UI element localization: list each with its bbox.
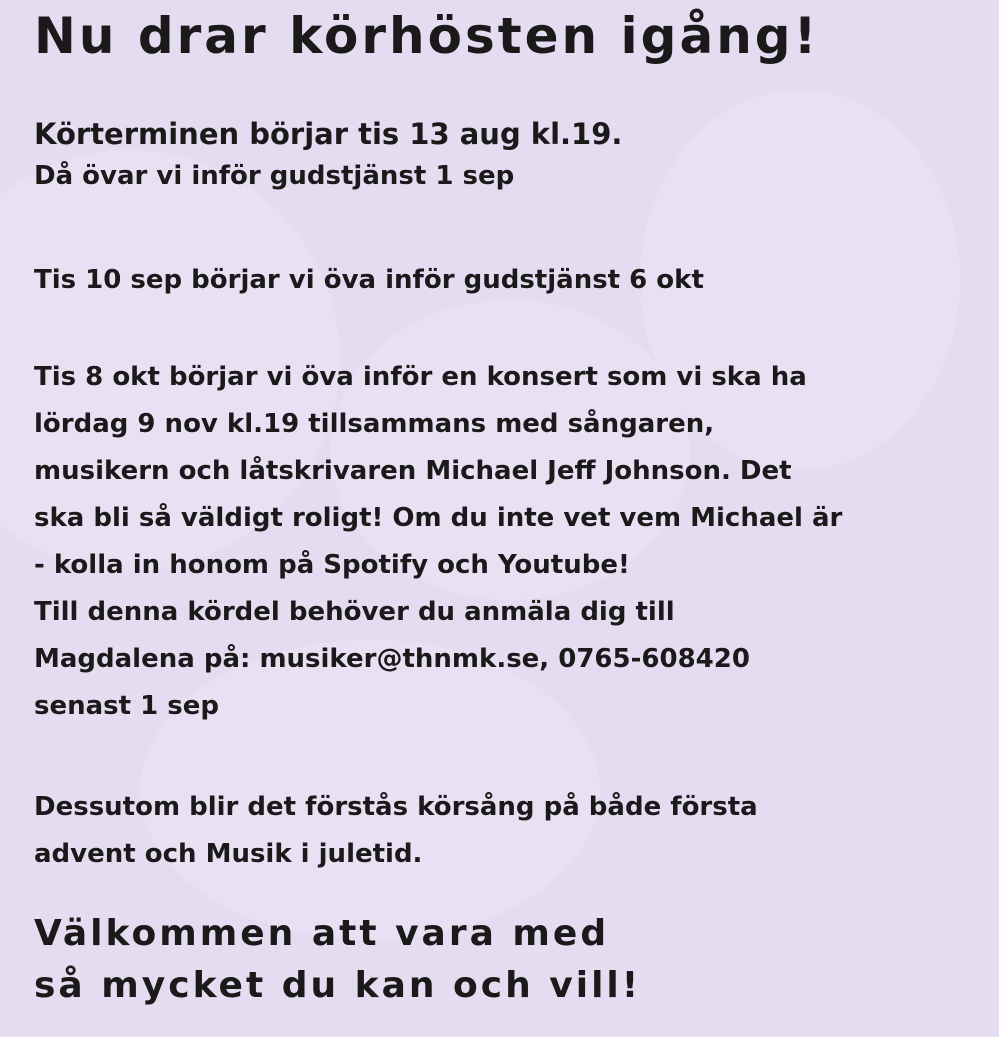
concert-line: ska bli så väldigt roligt! Om du inte vet vem Michael är: [34, 503, 843, 533]
intro-paragraph: [34, 111, 622, 194]
advent-line: Dessutom blir det förstås körsång på både första: [34, 792, 758, 822]
september-line: Tis 10 sep börjar vi öva inför gudstjänst 6 okt: [34, 265, 704, 295]
closing-line: Välkommen att vara med: [34, 913, 610, 954]
concert-line: lördag 9 nov kl.19 tillsammans med sångaren,: [34, 409, 715, 439]
intro-line: Då övar vi inför gudstjänst 1 sep: [34, 161, 515, 191]
page-title: Nu drar körhösten igång!: [34, 7, 820, 65]
contact-line: Magdalena på: musiker@thnmk.se, 0765-608420: [34, 644, 750, 674]
intro-line: Körterminen börjar tis 13 aug kl.19.: [34, 117, 623, 151]
concert-line: senast 1 sep: [34, 691, 219, 721]
concert-line: musikern och låtskrivaren Michael Jeff Johnson. Det: [34, 456, 792, 486]
concert-line: Till denna kördel behöver du anmäla dig till: [34, 597, 675, 627]
advent-line: advent och Musik i juletid.: [34, 839, 423, 869]
concert-line: Tis 8 okt börjar vi öva inför en konsert som vi ska ha: [34, 362, 807, 392]
closing-line: så mycket du kan och vill!: [34, 965, 642, 1006]
advent-paragraph: [34, 784, 758, 878]
concert-paragraph: [34, 354, 842, 730]
september-paragraph: [34, 257, 704, 304]
concert-line: - kolla in honom på Spotify och Youtube!: [34, 550, 630, 580]
closing-message: [34, 908, 641, 1012]
